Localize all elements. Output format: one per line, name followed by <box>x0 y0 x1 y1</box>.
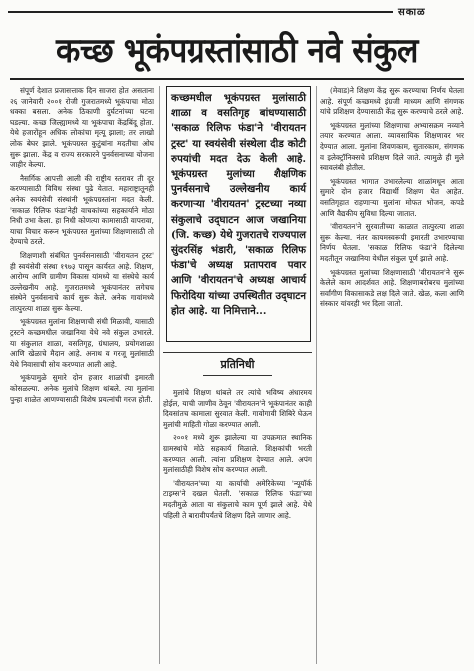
article-column-3 <box>320 86 464 664</box>
paragraph: 'वीरायतन'च्या या कार्याची अमेरिकेच्या 'न्यूयॉर्क टाइम्स'ने दखल घेतली. 'सकाळ रिलिफ फंडा'च्या मदतीमुळे आता या संकुलाचे काम पूर्ण झाले आहे. येथे पहिली ते बारावीपर्यंतचे शिक्षण दिले जाणार आहे. <box>163 478 312 520</box>
column-divider <box>316 86 317 664</box>
masthead-label: सकाळ <box>398 7 426 18</box>
byline: प्रतिनिधी <box>220 358 255 371</box>
paragraph: मुलांचे शिक्षण थांबले तर त्यांचे भविष्य अंधारमय होईल, याची जाणीव ठेवून 'वीरायतन'ने भूकंपानंतर काही दिवसांतच कामाला सुरवात केली. गावोगावी शिबिरे घेऊन मुलांची माहिती गोळा करण्यात आली. <box>163 388 312 429</box>
paragraph: भूकंपग्रस्त मुलांना शिक्षणाची संधी मिळावी, यासाठी ट्रस्टने कच्छमधील जखानिया येथे नवे संकुल उभारले. या संकुलात शाळा, वसतिगृह, ग्रंथालय, प्रयोगशाळा आणि खेळाचे मैदान आहे. अनाथ व गरजू मुलांसाठी येथे निवासाची सोय करण्यात आली आहे. <box>10 317 154 369</box>
headline-rule <box>10 78 464 80</box>
byline-underline <box>203 375 272 376</box>
masthead-bar <box>0 0 474 22</box>
paragraph: शिक्षणाशी संबंधित पुनर्वसनासाठी 'वीरायतन ट्रस्ट' ही स्वयंसेवी संस्था १९७३ पासून कार्यरत आहे. शिक्षण, आरोग्य आणि ग्रामीण विकास यांमध्ये या संस्थेचे कार्य उल्लेखनीय आहे. गुजरातमध्ये भूकंपानंतर लगेचच संस्थेने पुनर्वसनाचे कार्य सुरू केले. अनेक गावांमध्ये तात्पुरत्या शाळा सुरू केल्या. <box>10 250 154 313</box>
column-divider <box>159 86 160 664</box>
paragraph: भूकंपग्रस्त मुलांच्या शिक्षणासाठी 'वीरायतन'ने सुरू केलेले काम आदर्शवत आहे. शिक्षणाबरोबरच मुलांच्या सर्वांगीण विकासाकडे लक्ष दिले जाते. खेळ, कला आणि संस्कार यांवरही भर दिला जातो. <box>320 267 464 309</box>
paragraph: भूकंपग्रस्त मुलांच्या शिक्षणाचा अभ्यासक्रम नव्याने तयार करण्यात आला. व्यावसायिक शिक्षणावर भर देण्यात आला. मुलांना शिवणकाम, सुतारकाम, संगणक व इलेक्ट्रॉनिक्सचे प्रशिक्षण दिले जाते. त्यामुळे ही मुले स्वावलंबी होतील. <box>320 120 464 173</box>
byline-rule <box>163 352 312 353</box>
masthead-rule <box>8 11 393 13</box>
paragraph: संपूर्ण देशात प्रजासत्ताक दिन साजरा होत असताना २६ जानेवारी २००१ रोजी गुजरातमध्ये भूकंपाचा मोठा धक्का बसला. अनेक ठिकाणी दुर्घटनांच्या घटना घडल्या. कच्छ जिल्ह्यामध्ये या भूकंपाचा केंद्रबिंदू होता. येथे हजारोंहून अधिक लोकांचा मृत्यू झाला; तर लाखो लोक बेघर झाले. भूकंपग्रस्त कुटुंबांना मदतीचा ओघ सुरू झाला. केंद्र व राज्य सरकारने पुनर्वसनाच्या योजना जाहीर केल्या. <box>10 86 154 170</box>
paragraph: २००१ मध्ये शुरू झालेल्या या उपक्रमात स्थानिक ग्रामस्थांचे मोठे सहकार्य मिळाले. शिक्षकांची भरती करण्यात आली. त्यांना प्रशिक्षण देण्यात आले. अपंग मुलांसाठीही विशेष सोय करण्यात आली. <box>163 433 312 475</box>
paragraph: नैसर्गिक आपत्ती आली की राष्ट्रीय स्तरावर ती दूर करण्यासाठी विविध संस्था पुढे येतात. महाराष्ट्रातूनही अनेक स्वयंसेवी संस्थांनी भूकंपग्रस्तांना मदत केली. 'सकाळ रिलिफ फंडा'नेही वाचकांच्या सहकार्याने मोठा निधी उभा केला. हा निधी कोणत्या कामासाठी वापरावा, याचा विचार करून भूकंपग्रस्त मुलांच्या शिक्षणासाठी तो देण्याचे ठरले. <box>10 173 154 247</box>
article-column-2 <box>163 388 312 664</box>
paragraph: 'वीरायतन'ने सुरवातीच्या काळात तात्पुरत्या शाळा सुरू केल्या. नंतर कायमस्वरूपी इमारती उभारण्याचा निर्णय घेतला. 'सकाळ रिलिफ फंडा'ने दिलेल्या मदतीतून जखानिया येथील संकुल पूर्ण झाले आहे. <box>320 222 464 263</box>
intro-text: कच्छमधील भूकंपग्रस्त मुलांसाठी शाळा व वसतिगृह बांधण्यासाठी 'सकाळ रिलिफ फंडा'ने 'वीरायतन ट्रस्ट' या स्वयंसेवी संस्थेला दीड कोटी रुपयांची मदत देऊ केली आहे. भूकंपग्रस्त मुलांच्या शैक्षणिक पुनर्वसनाचे उल्लेखनीय कार्य करणाऱ्या 'वीरायतन' ट्रस्टच्या नव्या संकुलाचे उद्‌घाटन आज जखानिया (जि. कच्छ) येथे गुजरातचे राज्यपाल सुंदरसिंह भंडारी, 'सकाळ रिलिफ फंडा'चे अध्यक्ष प्रतापराव पवार आणि 'वीरायतन'चे अध्यक्ष आचार्य फिरोदिया यांच्या उपस्थितीत उद्‌घाटन होत आहे. या निमित्ताने... <box>171 92 306 317</box>
article-column-1 <box>10 86 154 664</box>
paragraph: (मेवाड)ने शिक्षण केंद्र सुरू करण्याचा निर्णय घेतला आहे. संपूर्ण कच्छमध्ये इंग्रजी माध्यम आणि संगणक यांचे प्रशिक्षण देण्यासाठी केंद्र सुरू करण्याचे ठरले आहे. <box>320 86 464 117</box>
paragraph: भूकंपामुळे सुमारे दोन हजार शाळांची इमारती कोसळल्या. अनेक मुलांचे शिक्षण थांबले. त्या मुलांना पुन्हा शाळेत आणण्यासाठी विशेष प्रयत्नांची गरज होती. <box>10 373 154 404</box>
paragraph: भूकंपग्रस्त भागात उभारलेल्या शाळांमधून आता सुमारे दोन हजार विद्यार्थी शिक्षण घेत आहेत. वसतिगृहात राहणाऱ्या मुलांना मोफत भोजन, कपडे आणि वैद्यकीय सुविधा दिल्या जातात. <box>320 176 464 218</box>
headline: कच्छ भूकंपग्रस्तांसाठी नवे संकुल <box>56 31 418 71</box>
byline-block <box>163 352 312 380</box>
intro-box <box>166 86 311 342</box>
